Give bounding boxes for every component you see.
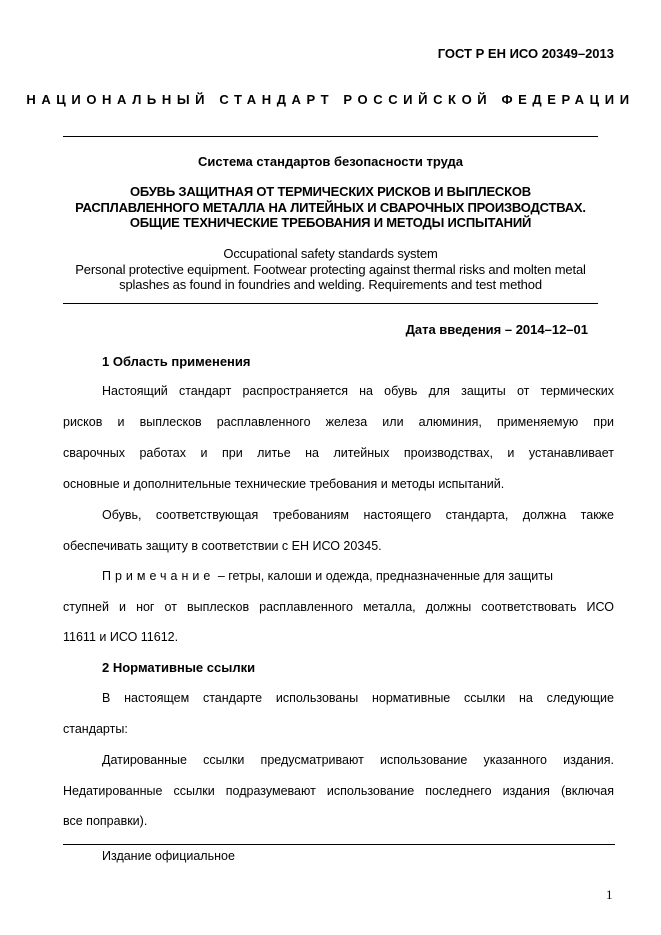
- main-title-line: ОБЩИЕ ТЕХНИЧЕСКИЕ ТРЕБОВАНИЯ И МЕТОДЫ ИСПЫТАНИЙ: [129, 215, 532, 230]
- note-line: [102, 569, 614, 583]
- top-divider: [63, 136, 598, 137]
- note-line: 11611 и ИСО 11612.: [63, 630, 179, 644]
- english-title-line: Occupational safety standards system: [223, 246, 438, 261]
- section-2-heading: 2 Нормативные ссылки: [102, 660, 256, 675]
- section-1-heading: 1 Область применения: [102, 354, 251, 369]
- national-standard-title: НАЦИОНАЛЬНЫЙ СТАНДАРТ РОССИЙСКОЙ ФЕДЕРАЦИИ: [26, 92, 635, 107]
- section-1-text-line: основные и дополнительные технические требования и методы испытаний.: [63, 477, 505, 491]
- footer-rule: [63, 844, 615, 845]
- page-number: 1: [606, 887, 613, 902]
- section-2-text-line: Датированные ссылки предусматривают использование указанного издания.: [102, 753, 614, 767]
- section-1-text-line: сварочных работах и при литье на литейных производствах, и устанавливает: [63, 446, 614, 460]
- english-title: [40, 246, 621, 293]
- edition-note: Издание официальное: [102, 849, 235, 863]
- bottom-divider: [63, 303, 598, 304]
- english-title-line: Personal protective equipment. Footwear protecting against thermal risks and molten metal: [75, 261, 586, 277]
- section-2-text-line: В настоящем стандарте использованы нормативные ссылки на следующие: [102, 691, 614, 705]
- english-title-line: splashes as found in foundries and welding. Requirements and test method: [119, 277, 542, 292]
- section-2-text-line: Недатированные ссылки подразумевают использование последнего издания (включая: [63, 784, 614, 798]
- document-number: ГОСТ Р ЕН ИСО 20349–2013: [437, 46, 614, 61]
- section-1-text-line: Настоящий стандарт распространяется на обувь для защиты от термических: [102, 384, 614, 398]
- main-title-line: ОБУВЬ ЗАЩИТНАЯ ОТ ТЕРМИЧЕСКИХ РИСКОВ И ВЫПЛЕСКОВ: [130, 184, 531, 199]
- main-title-line: РАСПЛАВЛЕННОГО МЕТАЛЛА НА ЛИТЕЙНЫХ И СВАРОЧНЫХ ПРОИЗВОДСТВАХ.: [75, 199, 586, 215]
- section-1-text-line: обеспечивать защиту в соответствии с ЕН ИСО 20345.: [63, 539, 382, 553]
- section-1-text-line: рисков и выплесков расплавленного железа или алюминия, применяемую при: [63, 415, 614, 429]
- section-2-text-line: стандарты:: [63, 722, 128, 736]
- note-text: – гетры, калоши и одежда, предназначенные для защиты: [214, 569, 553, 583]
- main-title: [40, 184, 621, 231]
- note-label: Примечание: [102, 569, 215, 583]
- section-2-text-line: все поправки).: [63, 814, 148, 828]
- introduction-date: Дата введения – 2014–12–01: [405, 322, 588, 337]
- note-line: ступней и ног от выплесков расплавленного металла, должны соответствовать ИСО: [63, 600, 614, 614]
- system-title: Система стандартов безопасности труда: [198, 154, 463, 169]
- section-1-text-line: Обувь, соответствующая требованиям настоящего стандарта, должна также: [102, 508, 614, 522]
